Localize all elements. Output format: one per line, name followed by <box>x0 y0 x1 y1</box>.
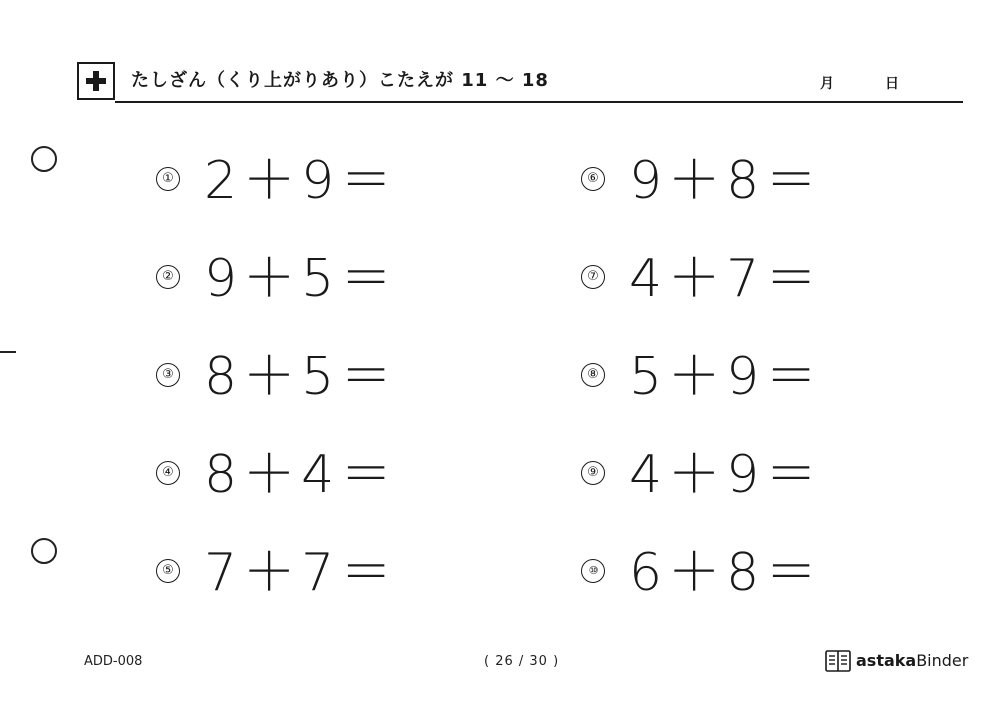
binder-hole-icon <box>31 146 57 172</box>
problem-number: ③ <box>156 363 180 387</box>
plus-icon <box>77 62 115 100</box>
problem-expression: 4＋7＝ <box>629 249 824 309</box>
binder-hole-icon <box>31 538 57 564</box>
problem-expression: 4＋9＝ <box>629 445 824 505</box>
month-label: 月 <box>820 76 834 92</box>
problem-expression: 7＋7＝ <box>204 543 399 603</box>
problem-number: ④ <box>156 461 180 485</box>
worksheet-title: たしざん（くり上がりあり）こたえが 11 ～ 18 <box>131 70 549 91</box>
worksheet-header <box>77 62 963 103</box>
problem-expression: 9＋5＝ <box>204 249 399 309</box>
worksheet-code: ADD-008 <box>84 654 143 669</box>
problem-number: ⑦ <box>581 265 605 289</box>
problem-number: ⑥ <box>581 167 605 191</box>
problem-expression: 8＋4＝ <box>204 445 399 505</box>
problem-number: ⑧ <box>581 363 605 387</box>
problem-expression: 9＋8＝ <box>629 151 824 211</box>
problem-number: ⑩ <box>581 559 605 583</box>
day-label: 日 <box>885 76 899 92</box>
brand-name-regular: Binder <box>916 651 969 670</box>
brand-name <box>856 650 968 672</box>
binder-logo-icon <box>825 650 851 672</box>
problem-expression: 8＋5＝ <box>204 347 399 407</box>
brand-name-bold: astaka <box>856 651 917 670</box>
problem-expression: 6＋8＝ <box>629 543 824 603</box>
problem-number: ② <box>156 265 180 289</box>
problem-number: ① <box>156 167 180 191</box>
center-tick-mark <box>0 351 16 353</box>
problem-number: ⑤ <box>156 559 180 583</box>
header-rule <box>115 101 963 103</box>
problem-number: ⑨ <box>581 461 605 485</box>
problem-expression: 2＋9＝ <box>204 151 399 211</box>
page-indicator: ( 26 / 30 ) <box>484 654 560 669</box>
problem-expression: 5＋9＝ <box>629 347 824 407</box>
